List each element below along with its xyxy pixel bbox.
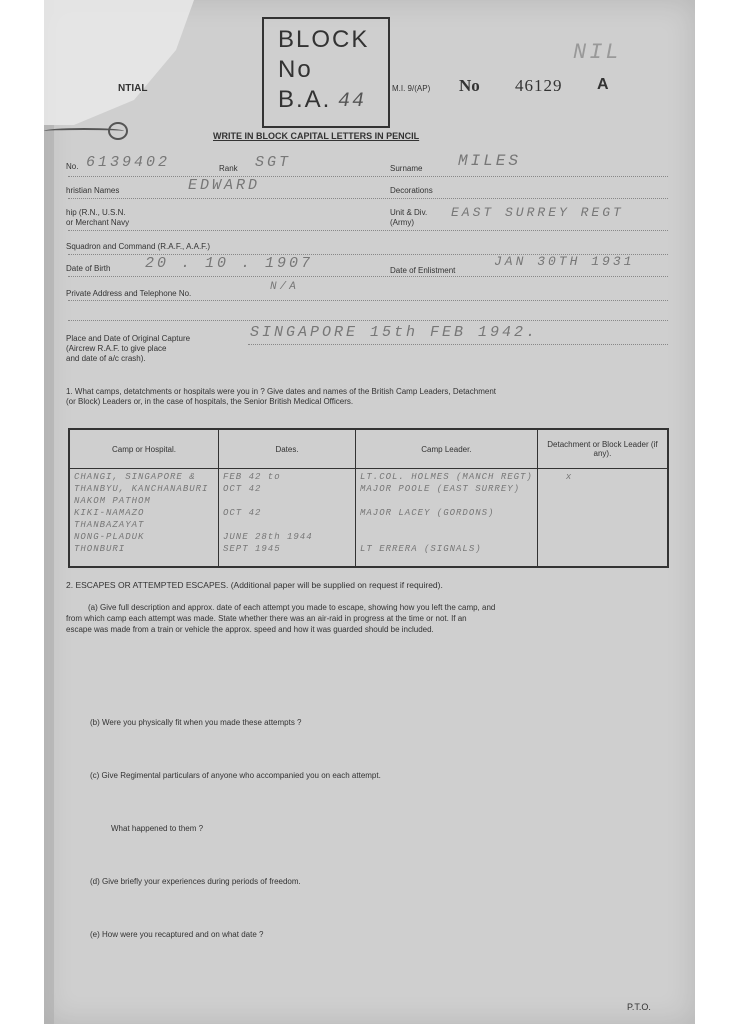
sheet-left-edge	[44, 0, 54, 1024]
header-detachment: Detachment or Block Leader (if any).	[537, 429, 668, 469]
stamp-line-1: BLOCK	[278, 26, 370, 53]
leader-entry: LT.COL. HOLMES (MANCH REGT)	[360, 472, 533, 482]
date-entry: OCT 42	[223, 508, 262, 518]
stamp-line-2: No	[278, 56, 313, 83]
address-value: N/A	[270, 281, 299, 293]
section2-heading: 2. ESCAPES OR ATTEMPTED ESCAPES. (Additional paper will be supplied on request if required).	[66, 580, 443, 590]
table-header-row	[69, 429, 668, 469]
camp-entry: THANBYU, KANCHANABURI	[74, 484, 209, 494]
enlist-label: Date of Enlistment	[390, 266, 456, 275]
leader-cell	[356, 469, 538, 568]
camp-entry: THONBURI	[74, 544, 126, 554]
detachment-entry: x	[565, 472, 573, 482]
camp-table	[68, 428, 669, 568]
detachment-cell	[537, 469, 668, 568]
tag-string-loop	[108, 122, 128, 140]
surname-value: MILES	[458, 152, 522, 170]
capture-label-2: (Aircrew R.A.F. to give place	[66, 344, 167, 353]
dates-cell	[219, 469, 356, 568]
section2-b: (b) Were you physically fit when you made these attempts ?	[90, 718, 302, 727]
section2-d: (d) Give briefly your experiences during periods of freedom.	[90, 877, 301, 886]
leader-entry: MAJOR LACEY (GORDONS)	[360, 508, 495, 518]
table-row	[69, 469, 668, 568]
pencil-note: NIL	[573, 40, 622, 65]
section2-e: (e) How were you recaptured and on what date ?	[90, 930, 264, 939]
dob-value: 20 . 10 . 1907	[145, 255, 314, 272]
section2-a-line-1: (a) Give full description and approx. date of each attempt you made to escape, showing how you left the camp, and	[88, 603, 496, 612]
row-line	[68, 198, 668, 199]
surname-label: Surname	[390, 164, 423, 173]
pto-label: P.T.O.	[627, 1002, 651, 1012]
decorations-label: Decorations	[390, 186, 433, 195]
serial-suffix: A	[597, 76, 609, 93]
section1-question-2: (or Block) Leaders or, in the case of hospitals, the Senior British Medical Officers.	[66, 397, 354, 406]
camp-entry: KIKI-NAMAZO	[74, 508, 145, 518]
christian-value: EDWARD	[188, 177, 261, 194]
row-line	[68, 276, 668, 277]
header-camp-leader: Camp Leader.	[356, 429, 538, 469]
capture-label-3: and date of a/c crash).	[66, 354, 146, 363]
section2-c2: What happened to them ?	[111, 824, 204, 833]
leader-entry	[360, 531, 533, 543]
date-entry: SEPT 1945	[223, 544, 281, 554]
address-label: Private Address and Telephone No.	[66, 289, 192, 298]
leader-entry: LT ERRERA (SIGNALS)	[360, 544, 482, 554]
block-stamp	[262, 17, 390, 128]
date-entry: OCT 42	[223, 484, 262, 494]
camp-cell	[69, 469, 219, 568]
date-entry: FEB 42 to	[223, 472, 281, 482]
stamp-line-3: B.A.	[278, 86, 332, 113]
camp-entry: THANBAZAYAT	[74, 520, 145, 530]
row-line	[68, 176, 668, 177]
leader-entry	[360, 495, 533, 507]
ship-label-1: hip (R.N., U.S.N.	[66, 208, 126, 217]
header-dates: Dates.	[219, 429, 356, 469]
unit-value: EAST SURREY REGT	[451, 205, 624, 220]
row-line	[68, 320, 668, 321]
no-field-value: 6139402	[86, 154, 171, 171]
row-line	[68, 300, 668, 301]
dob-label: Date of Birth	[66, 264, 111, 273]
capture-label-1: Place and Date of Original Capture	[66, 334, 191, 343]
form-ref: M.I. 9/(AP)	[392, 84, 431, 93]
date-entry	[223, 495, 351, 507]
squadron-label: Squadron and Command (R.A.F., A.A.F.)	[66, 242, 211, 251]
capture-value: SINGAPORE 15th FEB 1942.	[250, 324, 539, 341]
row-line	[68, 230, 668, 231]
camp-entry: NAKOM PATHOM	[74, 496, 151, 506]
leader-entry	[360, 519, 533, 531]
ship-label-2: or Merchant Navy	[66, 218, 130, 227]
date-entry	[223, 519, 351, 531]
christian-label: hristian Names	[66, 186, 120, 195]
serial-number: 46129	[515, 76, 563, 95]
enlist-value: JAN 30TH 1931	[494, 254, 635, 269]
instruction: WRITE IN BLOCK CAPITAL LETTERS IN PENCIL	[213, 131, 420, 141]
stamp-number: 44	[338, 90, 367, 113]
leader-entry: MAJOR POOLE (EAST SURREY)	[360, 484, 521, 494]
no-field-label: No.	[66, 162, 79, 171]
unit-label-1: Unit & Div.	[390, 208, 428, 217]
section2-c: (c) Give Regimental particulars of anyone who accompanied you on each attempt.	[90, 771, 381, 780]
camp-entry: NONG-PLADUK	[74, 532, 145, 542]
section1-question-1: 1. What camps, detatchments or hospitals were you in ? Give dates and names of the British Camp Leaders, Detachment	[66, 387, 496, 396]
section2-a-line-3: escape was made from a train or vehicle the approx. speed and how it was guarded should be included.	[66, 625, 434, 634]
row-line	[248, 344, 668, 345]
rank-value: SGT	[255, 154, 292, 171]
date-entry: JUNE 28th 1944	[223, 532, 313, 542]
unit-label-2: (Army)	[390, 218, 414, 227]
header-camp: Camp or Hospital.	[69, 429, 219, 469]
no-label: No	[459, 76, 480, 95]
camp-entry: CHANGI, SINGAPORE &	[74, 472, 196, 482]
section2-a-line-2: from which camp each attempt was made. State whether there was an air-raid in progress at the time or not. If an	[66, 614, 467, 623]
confidential-label: NTIAL	[118, 83, 148, 94]
rank-label: Rank	[219, 164, 238, 173]
